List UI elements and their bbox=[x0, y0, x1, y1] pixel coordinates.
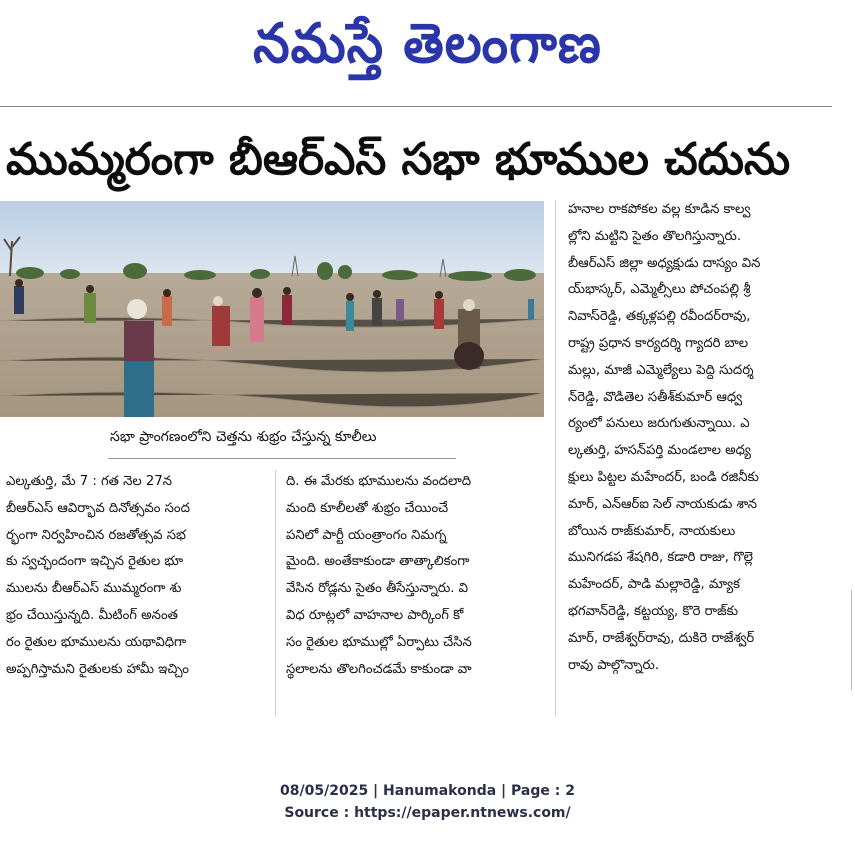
text-line: మంది కూలీలతో శుభ్రం చేయించే bbox=[286, 500, 449, 516]
text-line: ర్భంగా నిర్వహించిన రజతోత్సవ సభ bbox=[6, 527, 186, 543]
text-line: భగవాన్‌రెడ్డి, కట్టయ్య, కొరె రాజ్‌కు bbox=[568, 603, 739, 619]
text-line: ల్కతుర్తి, హసన్‌పర్తి మండలాల అధ్య bbox=[568, 443, 751, 459]
newspaper-logo: నమస్తే తెలంగాణ bbox=[253, 12, 602, 76]
text-line: కు స్వచ్ఛందంగా ఇచ్చిన రైతుల భూ bbox=[6, 554, 184, 570]
text-line: ములను బీఆర్ఎస్ ముమ్మరంగా శు bbox=[6, 581, 182, 597]
article-photo bbox=[0, 201, 544, 417]
caption-divider bbox=[108, 458, 456, 459]
text-line: య్‌భాస్కర్, ఎమ్మెల్సీలు పోచంపల్లి శ్రీ bbox=[568, 282, 751, 298]
page-edge-line bbox=[851, 590, 852, 690]
text-line: మైంది. అంతేకాకుండా తాత్కాలికంగా bbox=[286, 554, 470, 570]
text-line: ఎల్కతుర్తి, మే 7 : గత నెల 27న bbox=[6, 474, 172, 489]
text-line: మార్, ఎన్ఆర్ఐ సెల్ నాయకుడు శాన bbox=[568, 496, 758, 512]
text-line: రాష్ట్ర ప్రధాన కార్యదర్శి గ్యాదరి బాల bbox=[568, 335, 749, 351]
text-line: స్థలాలను తొలగించడమే కాకుండా వా bbox=[286, 661, 472, 677]
column-divider bbox=[275, 470, 276, 716]
text-line: బోయిన రాజ్‌కుమార్, నాయకులు bbox=[568, 523, 736, 539]
text-line: వేసిన రోడ్లను సైతం తీసేస్తున్నారు. వి bbox=[286, 581, 469, 597]
article-headline: ముమ్మరంగా బీఆర్ఎస్ సభా భూముల చదును bbox=[6, 134, 791, 185]
text-line: రావు పాల్గొన్నారు. bbox=[568, 657, 660, 673]
article-column-3 bbox=[568, 197, 832, 679]
text-line: రం రైతుల భూములను యథావిధిగా bbox=[6, 634, 187, 650]
text-line: హనాల రాకపోకల వల్ల కూడిన కాల్వ bbox=[568, 202, 751, 217]
text-line: న్‌రెడ్డి, వొడితెల సతీశ్‌కుమార్ ఆధ్వ bbox=[568, 389, 743, 405]
text-line: విధ రూట్లలో వాహనాల పార్కింగ్ కో bbox=[286, 607, 464, 623]
text-line: క్షులు పిట్టల మహేందర్, బండి రజినీకు bbox=[568, 469, 759, 485]
text-line: అప్పగిస్తామని రైతులకు హామీ ఇచ్చిం bbox=[6, 661, 189, 677]
article-column-2 bbox=[286, 469, 548, 683]
text-line: సం రైతుల భూముల్లో ఏర్పాటు చేసిన bbox=[286, 634, 472, 650]
column-divider bbox=[555, 200, 556, 716]
text-line: బీఆర్ఎస్ ఆవిర్భావ దినోత్సవం సంద bbox=[6, 500, 190, 516]
masthead bbox=[0, 4, 855, 84]
text-line: పనిలో పార్టీ యంత్రాంగం నిమగ్న bbox=[286, 527, 447, 543]
text-line: మహేందర్, పాడి మల్లారెడ్డి, మ్యాక bbox=[568, 577, 741, 593]
text-line: ల్లోని మట్టిని సైతం తొలగిస్తున్నారు. bbox=[568, 228, 742, 244]
text-line: ర్యంలో పనులు జరుగుతున్నాయి. ఎ bbox=[568, 416, 750, 432]
text-line: బీఆర్ఎస్ జిల్లా అధ్యక్షుడు దాస్యం విన bbox=[568, 255, 761, 271]
masthead-divider bbox=[0, 106, 832, 107]
field-workers-photo bbox=[0, 201, 544, 417]
text-line: మార్, రాజేశ్వర్‌రావు, దుకిరె రాజేశ్వర్ bbox=[568, 630, 755, 646]
text-line: మల్లు, మాజీ ఎమ్మెల్యేలు పెద్ది సుదర్శ bbox=[568, 362, 754, 378]
photo-caption: సభా ప్రాంగణంలోని చెత్తను శుభ్రం చేస్తున్న కూలీలు bbox=[110, 429, 377, 445]
text-line: భ్రం చేయిస్తున్నది. మీటింగ్ అనంత bbox=[6, 607, 178, 623]
edition-info: 08/05/2025 | Hanumakonda | Page : 2 bbox=[280, 783, 575, 799]
source-link[interactable]: Source : https://epaper.ntnews.com/ bbox=[284, 805, 571, 821]
article-column-1 bbox=[6, 469, 268, 683]
text-line: నివాస్‌రెడ్డి, తక్కళ్లపల్లి రవీందర్‌రావు, bbox=[568, 309, 751, 325]
text-line: మునిగడప శేషగిరి, కడారి రాజు, గొల్లె bbox=[568, 550, 754, 566]
text-line: ది. ఈ మేరకు భూములను వందలాది bbox=[286, 474, 472, 489]
